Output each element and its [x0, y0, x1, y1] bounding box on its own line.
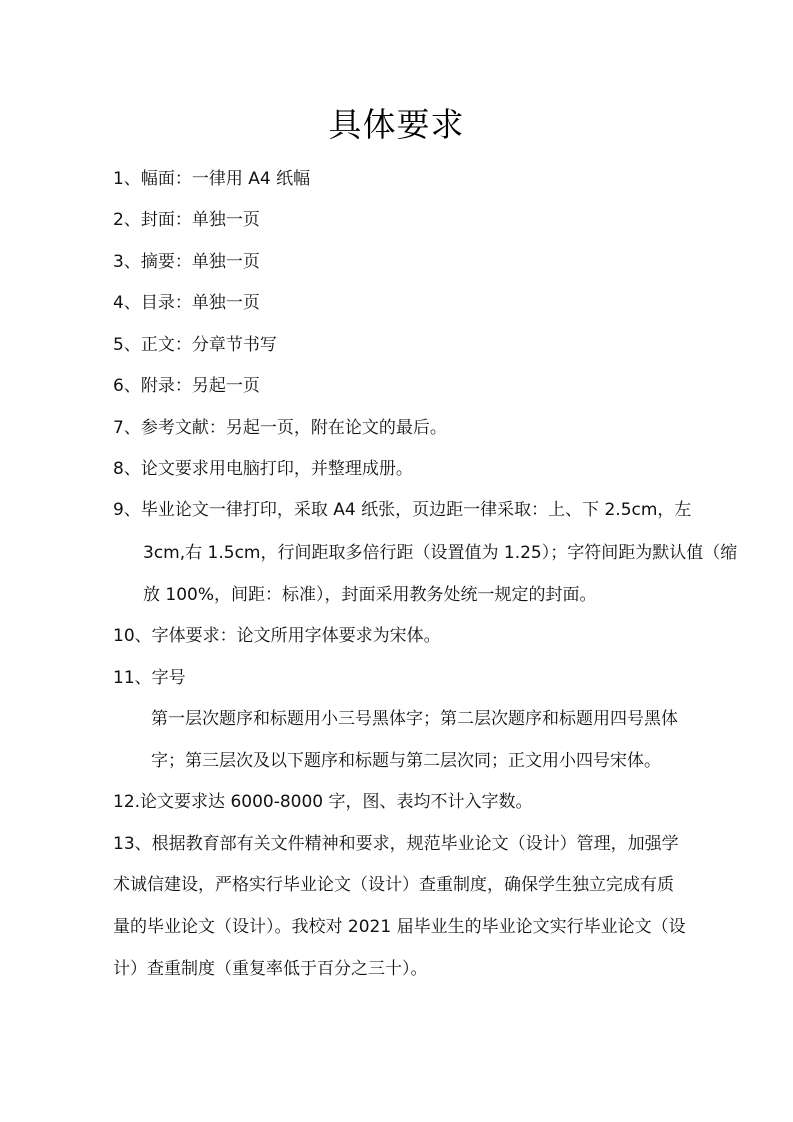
requirement-item-1: 1、幅面：一律用 A4 纸幅	[113, 169, 311, 189]
requirement-item-9-line-3: 放 100%，间距：标准），封面采用教务处统一规定的封面。	[143, 585, 597, 605]
requirement-item-13-line-1: 13、根据教育部有关文件精神和要求，规范毕业论文（设计）管理，加强学	[113, 834, 679, 854]
requirement-item-13-line-2: 术诚信建设，严格实行毕业论文（设计）查重制度，确保学生独立完成有质	[113, 875, 674, 895]
requirement-item-9-line-2: 3cm,右 1.5cm，行间距取多倍行距（设置值为 1.25）；字符间距为默认值（缩	[143, 543, 738, 563]
requirement-item-8: 8、论文要求用电脑打印，并整理成册。	[113, 459, 413, 479]
requirement-item-11-detail-line-2: 字；第三层次及以下题序和标题与第二层次同；正文用小四号宋体。	[151, 751, 661, 771]
requirement-item-9-line-1: 9、毕业论文一律打印，采取 A4 纸张，页边距一律采取：上、下 2.5cm，左	[113, 500, 692, 520]
requirement-item-4: 4、目录：单独一页	[113, 293, 260, 313]
requirement-item-2: 2、封面：单独一页	[113, 210, 260, 230]
requirement-item-11-detail-line-1: 第一层次题序和标题用小三号黑体字；第二层次题序和标题用四号黑体	[151, 709, 678, 729]
requirement-item-6: 6、附录：另起一页	[113, 376, 260, 396]
requirement-item-10: 10、字体要求：论文所用字体要求为宋体。	[113, 626, 441, 646]
requirement-item-3: 3、摘要：单独一页	[113, 252, 260, 272]
requirement-item-12: 12.论文要求达 6000-8000 字，图、表均不计入字数。	[113, 792, 533, 812]
page-title: 具体要求	[328, 105, 465, 144]
requirement-item-11: 11、字号	[113, 668, 186, 688]
requirement-item-13-line-3: 量的毕业论文（设计）。我校对 2021 届毕业生的毕业论文实行毕业论文（设	[113, 917, 686, 937]
requirement-item-5: 5、正文：分章节书写	[113, 335, 277, 355]
requirement-item-7: 7、参考文献：另起一页，附在论文的最后。	[113, 418, 447, 438]
requirement-item-13-line-4: 计）查重制度（重复率低于百分之三十）。	[113, 959, 428, 979]
